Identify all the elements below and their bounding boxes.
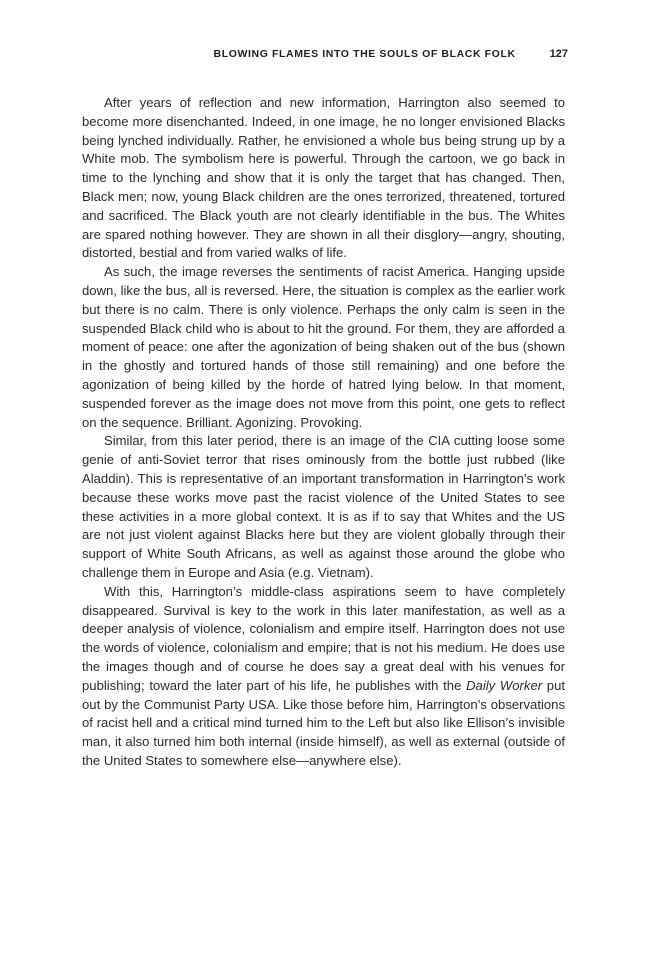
paragraph-text: With this, Harrington’s middle-class aspirations seem to have completely disappeared. Survival is key to the work in this later manifestation, as well as a deeper analysis of violence, colonialism and empire itself. Harrington does not use the words of violence, colonialism and empire; that is not his medium. He does use the images though and of course he does say a great deal with his venues for publishing; toward the later part of his life, he publishes with the (82, 583, 565, 693)
paragraph: As such, the image reverses the sentiments of racist America. Hanging upside down, like the bus, all is reversed. Here, the situation is complex as the earlier work but there is no calm. There is only violence. Perhaps the only calm is seen in the suspended Black child who is about to hit the ground. For them, they are afforded a moment of peace: one after the agonization of being shaken out of the bus (shown in the ghostly and tortured hands of those still remaining) and one before the agonization of being killed by the horde of hatred lying below. In that moment, suspended forever as the image does not move from this point, one gets to reflect on the sequence. Brilliant. Agonizing. Provoking. (82, 264, 565, 430)
paragraph: After years of reflection and new information, Harrington also seemed to become more disenchanted. Indeed, in one image, he no longer envisioned Blacks being lynched individually. Rather, he envisioned a whole bus being strung up by a White mob. The symbolism here is powerful. Through the cartoon, we go back in time to the lynching and show that it is only the target that has changed. Then, Black men; now, young Black children are the ones terrorized, threatened, tortured and sacrificed. The Black youth are not clearly identifiable in the bus. The Whites are spared nothing however. They are shown in all their disglory—angry, shouting, distorted, bestial and from varied walks of life. (82, 95, 565, 261)
publication-title: Daily Worker (466, 677, 543, 693)
running-header (82, 48, 568, 60)
running-title: BLOWING FLAMES INTO THE SOULS OF BLACK FOLK (213, 48, 516, 60)
paragraph (82, 583, 565, 771)
page-number: 127 (549, 48, 568, 60)
paragraph: Similar, from this later period, there is an image of the CIA cutting loose some genie of anti-Soviet terror that rises ominously from the bottle just rubbed (like Aladdin). This is representative of an important transformation in Harrington’s work because these works move past the racist violence of the United States to see these activities in a more global context. It is as if to say that Whites and the US are not just violent against Blacks here but they are violent globally through their support of White South Africans, as well as against those around the globe who challenge them in Europe and Asia (e.g. Vietnam). (82, 433, 565, 580)
paragraph-text: put out by the Communist Party USA. Like those before him, Harrington’s observations of racist hell and a critical mind turned him to the Left but also like Ellison’s invisible man, it also turned him both internal (inside himself), as well as external (outside of the United States to somewhere else—anywhere else). (82, 677, 566, 768)
body-text (82, 94, 565, 771)
